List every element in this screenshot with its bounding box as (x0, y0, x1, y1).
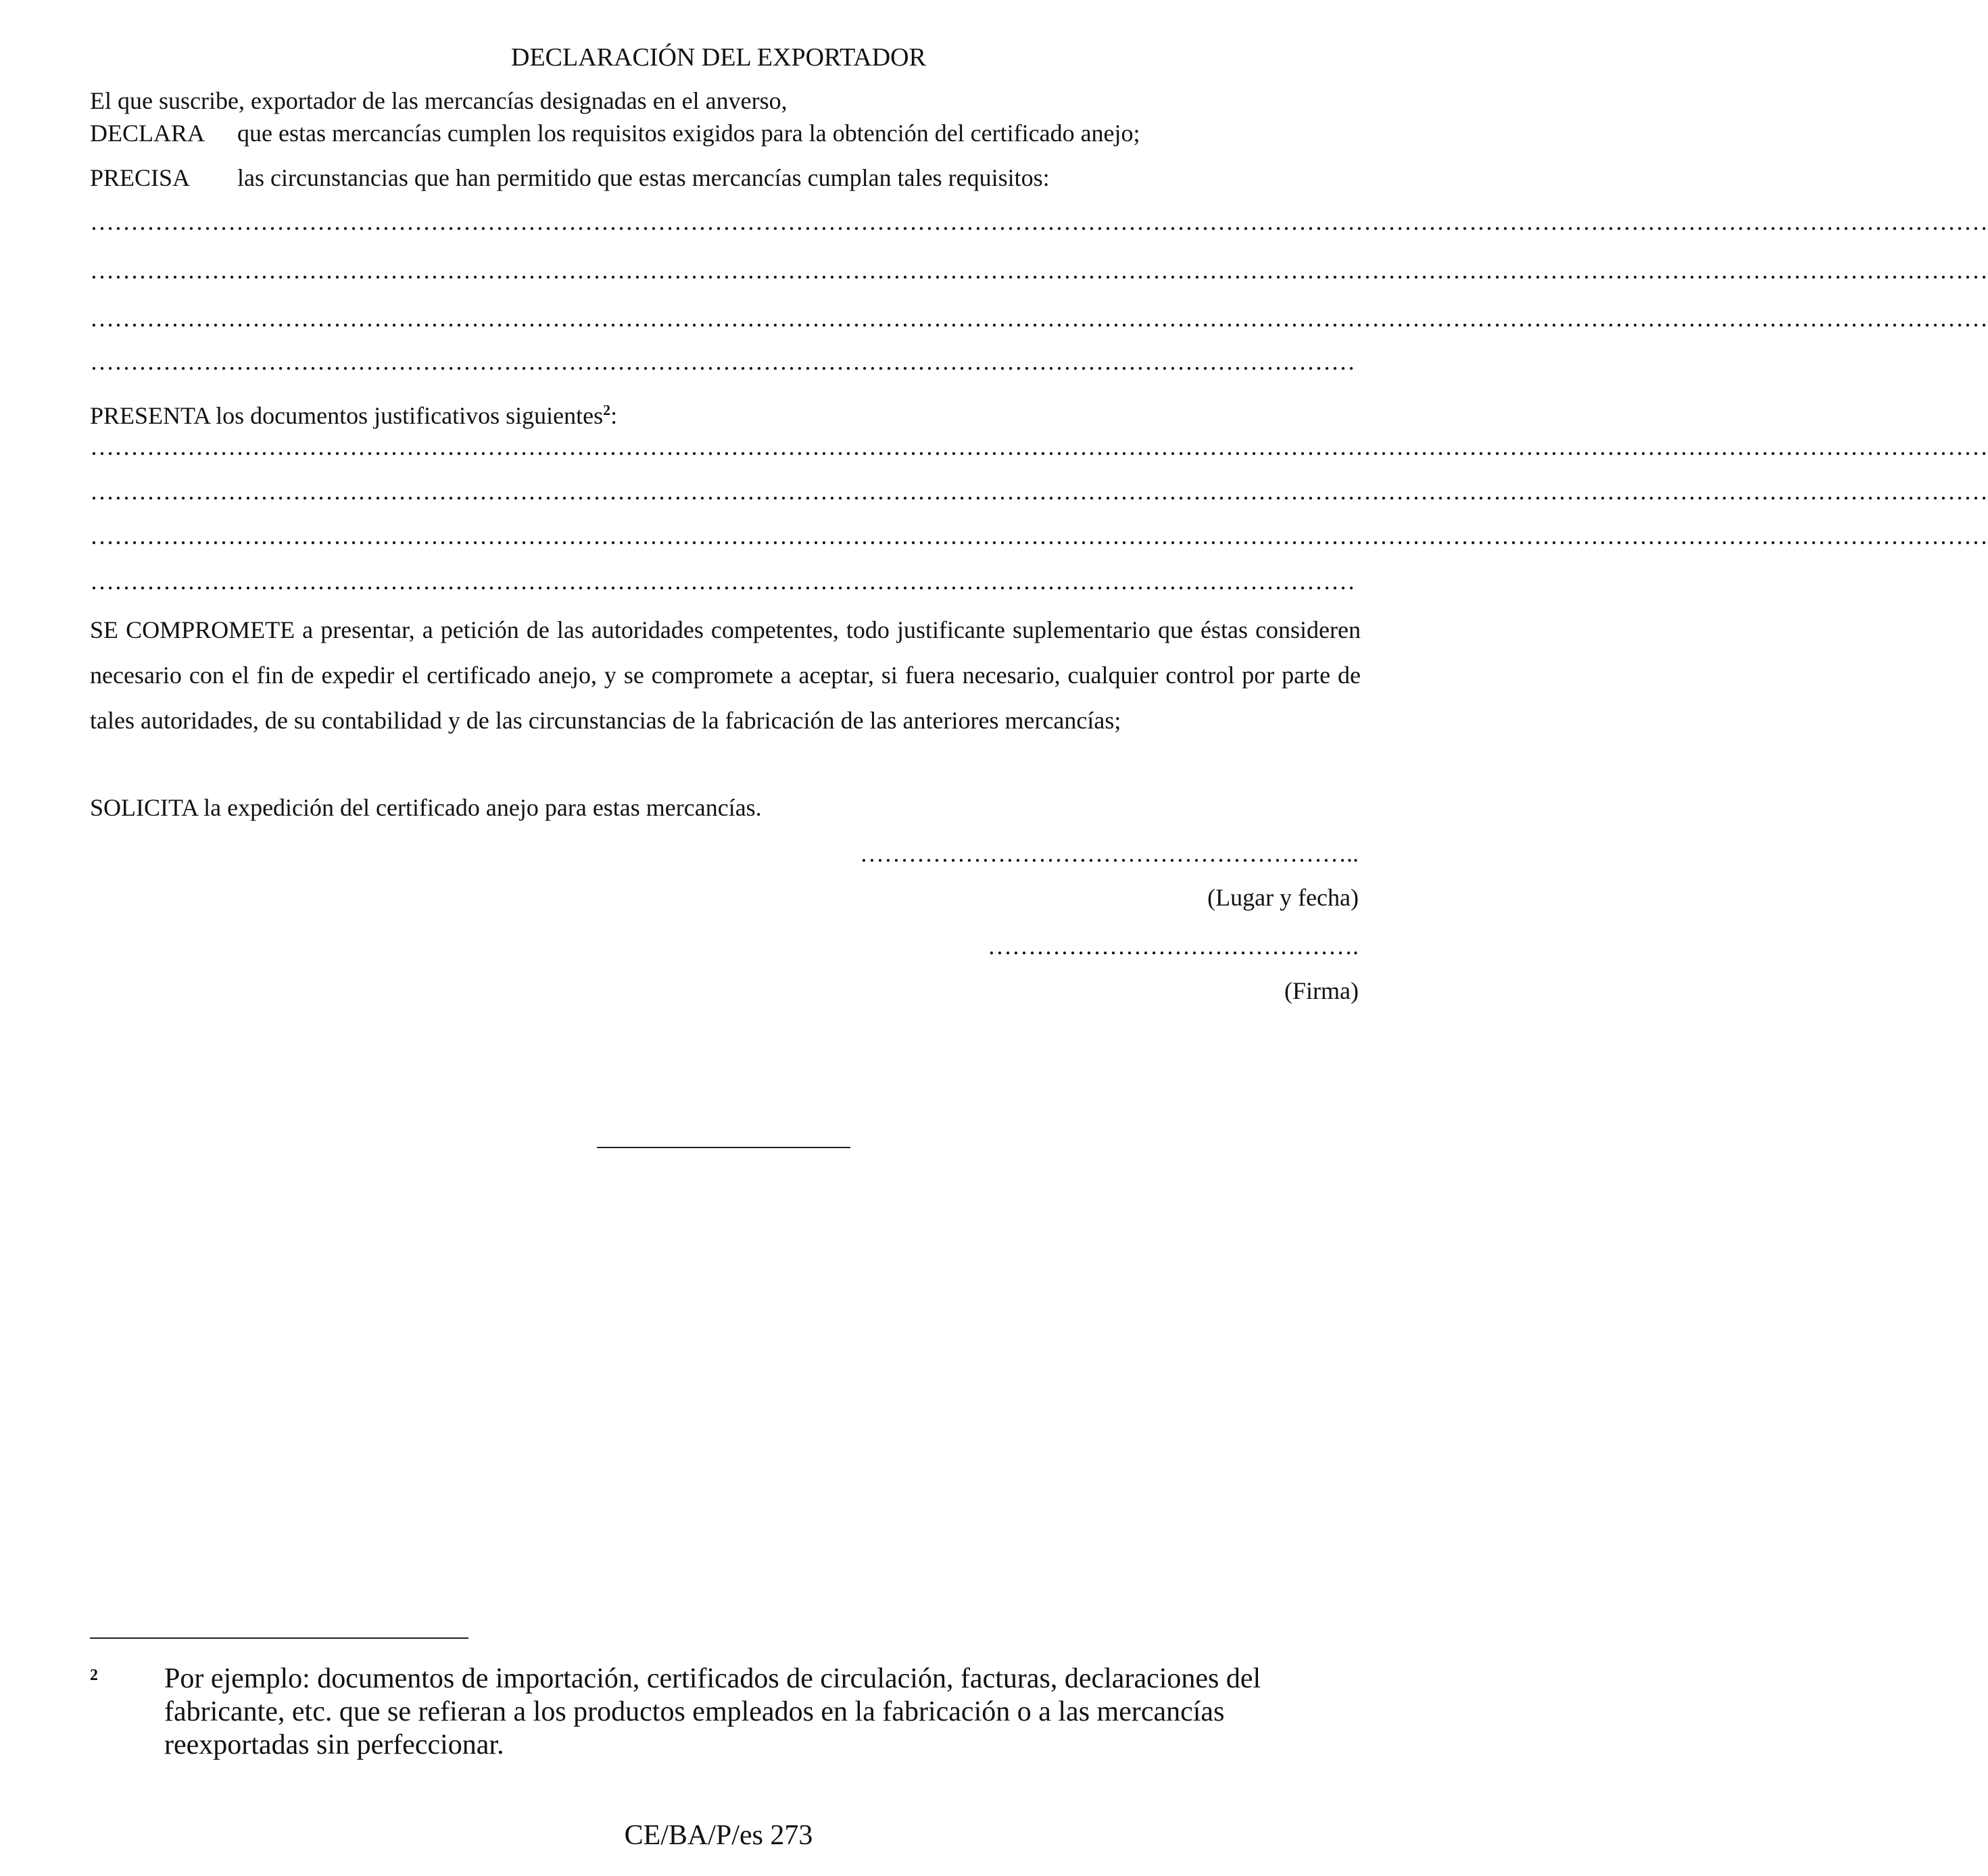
presenta-label: PRESENTA los documentos justificativos siguientes (90, 402, 604, 429)
signature-label: (Firma) (1284, 977, 1359, 1004)
presenta-heading (90, 403, 617, 428)
footnote-ref: 2 (603, 401, 611, 418)
precisa-label: PRECISA (90, 164, 191, 191)
intro-text: El que suscribe, exportador de las mercancías designadas en el anverso, (90, 87, 787, 114)
precisa-dotted-line-4: ………………………………………………………………………………………………………………………………………… (90, 348, 1355, 375)
section-divider (597, 1147, 850, 1148)
solicita-text: SOLICITA la expedición del certificado anejo para estas mercancías. (90, 794, 762, 821)
presenta-dotted-line-2: ……………………………………………………………………………………………………………………………………………………………………………………………………………… (90, 478, 1988, 505)
precisa-text: las circunstancias que han permitido que estas mercancías cumplan tales requisitos: (237, 164, 1050, 191)
presenta-suffix: : (610, 402, 618, 429)
place-date-label: (Lugar y fecha) (1207, 884, 1359, 911)
presenta-dotted-line-1: ……………………………………………………………………………………………………………………………………………………………………………………………………………… (90, 433, 1988, 460)
declara-label: DECLARA (90, 120, 205, 147)
place-date-dots: …………………………………………………….. (860, 840, 1359, 867)
compromete-paragraph: SE COMPROMETE a presentar, a petición de las autoridades competentes, todo justificante suplementario que éstas consideren necesario con el fin de expedir el certificado anejo, y se compromete a aceptar, si fuera necesario, cualquier control por parte de tales autoridades, de su contabilidad y de las circunstancias de la fabricación de las anteriores mercancías; (90, 616, 1361, 734)
footnote-number: 2 (90, 1667, 98, 1684)
signature-dots: ………………………………………. (988, 933, 1359, 960)
presenta-dotted-line-4: ………………………………………………………………………………………………………………………………………… (90, 568, 1355, 595)
presenta-dotted-line-3: ……………………………………………………………………………………………………………………………………………………………………………………………………………… (90, 522, 1988, 549)
page-title: DECLARACIÓN DEL EXPORTADOR (511, 43, 926, 72)
declara-text: que estas mercancías cumplen los requisitos exigidos para la obtención del certificado anejo; (237, 120, 1140, 147)
precisa-dotted-line-1: ……………………………………………………………………………………………………………………………………………………………………………………………………………… (90, 208, 1988, 235)
footnote-text: Por ejemplo: documentos de importación, certificados de circulación, facturas, declaraciones del fabricante, etc. que se refieran a los productos empleados en la fabricación o a las mercancías reexportadas sin perfeccionar. (164, 1663, 1261, 1760)
footnote-rule (90, 1637, 468, 1639)
page-footer: CE/BA/P/es 273 (624, 1820, 813, 1851)
precisa-dotted-line-2: ……………………………………………………………………………………………………………………………………………………………………………………………………………… (90, 257, 1988, 284)
precisa-dotted-line-3: ……………………………………………………………………………………………………………………………………………………………………………………………………………… (90, 305, 1988, 332)
